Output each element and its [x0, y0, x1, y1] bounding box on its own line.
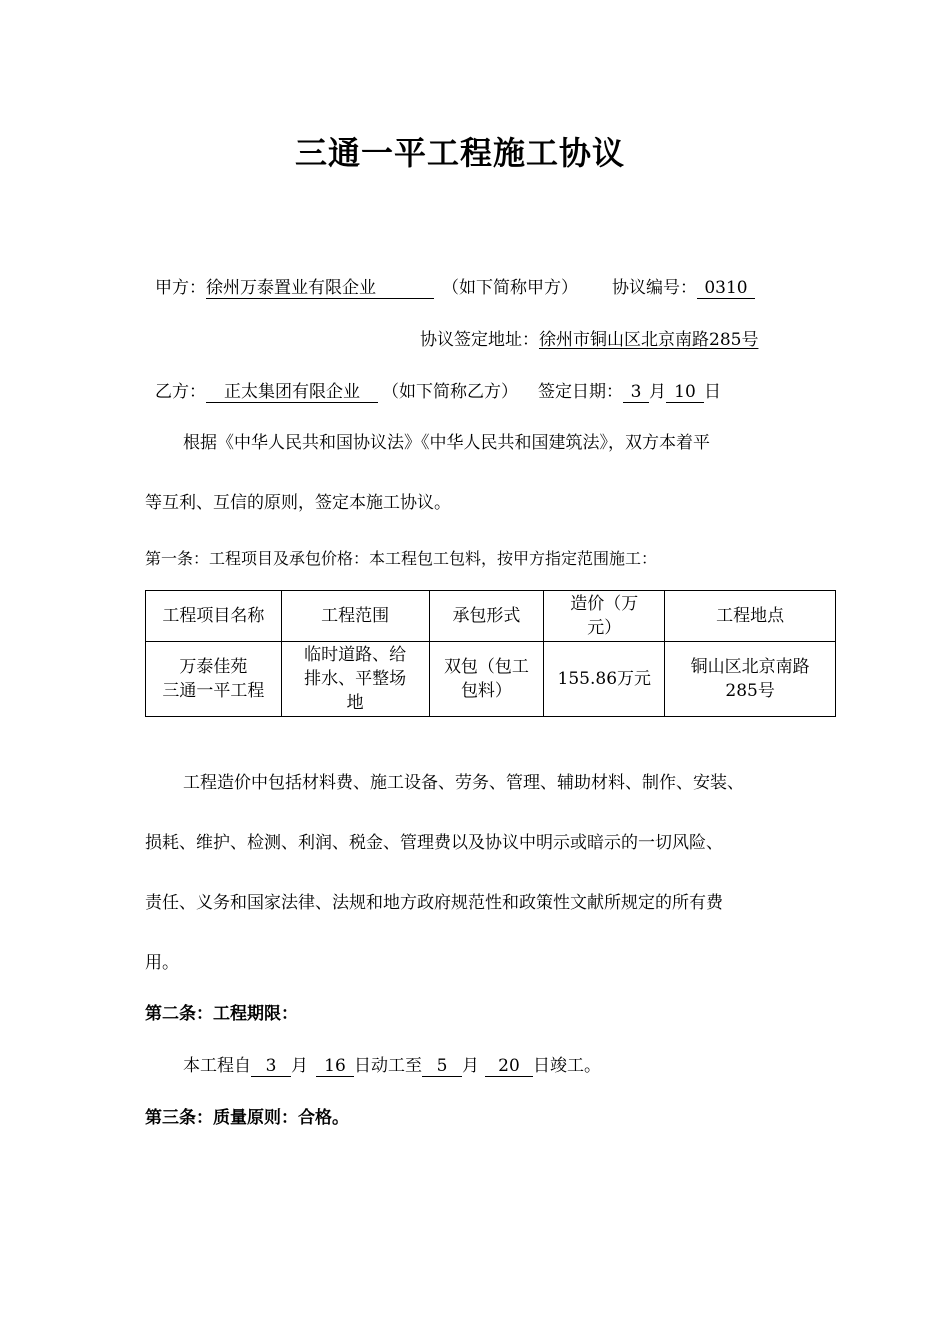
article-2-heading: 第二条：工程期限：	[145, 1004, 298, 1024]
article-3: 第三条：质量原则：合格。	[145, 1108, 349, 1128]
month-unit: 月	[649, 382, 666, 402]
cell-scope: 临时道路、给 排水、平整场 地	[281, 642, 429, 717]
intro-line-2: 等互利、互信的原则，签定本施工协议。	[145, 493, 451, 513]
header-cost: 造价（万 元）	[544, 591, 665, 642]
start-month-unit: 月	[291, 1056, 308, 1076]
signing-address-label: 协议签定地址：	[420, 330, 539, 350]
cost-line-2: 损耗、维护、检测、利润、税金、管理费以及协议中明示或暗示的一切风险、	[145, 833, 723, 853]
end-month-unit: 月	[462, 1056, 479, 1076]
header-location: 工程地点	[665, 591, 836, 642]
header-project-name: 工程项目名称	[146, 591, 282, 642]
page-title: 三通一平工程施工协议	[294, 134, 625, 172]
cell-project-name: 万泰佳苑 三通一平工程	[146, 642, 282, 717]
table-header-row	[146, 591, 836, 642]
signing-day: 10	[666, 382, 704, 403]
start-month: 3	[251, 1056, 291, 1077]
table-row	[146, 642, 836, 717]
party-a-suffix: （如下简称甲方）	[442, 278, 578, 298]
project-table	[145, 590, 836, 717]
cell-cost: 155.86万元	[544, 642, 665, 717]
signing-address-line	[420, 328, 758, 352]
party-a-label: 甲方：	[155, 278, 206, 298]
header-contract-type: 承包形式	[429, 591, 544, 642]
party-a-line	[155, 276, 755, 300]
contract-number-label: 协议编号：	[612, 278, 697, 298]
end-month: 5	[422, 1056, 462, 1077]
article-2-period	[183, 1054, 601, 1078]
party-a-name: 徐州万泰置业有限企业	[206, 278, 434, 299]
party-b-suffix: （如下简称乙方）	[382, 382, 518, 402]
start-suffix: 日动工至	[354, 1056, 422, 1076]
cell-location: 铜山区北京南路 285号	[665, 642, 836, 717]
signing-address: 徐州市铜山区北京南路285号	[539, 330, 759, 350]
party-b-line	[155, 380, 721, 404]
intro-line-1: 根据《中华人民共和国协议法》《中华人民共和国建筑法》，双方本着平	[183, 433, 710, 453]
contract-number: 0310	[697, 278, 755, 299]
end-suffix: 日竣工。	[533, 1056, 601, 1076]
party-b-label: 乙方：	[155, 382, 206, 402]
end-day: 20	[485, 1056, 533, 1077]
cost-line-1: 工程造价中包括材料费、施工设备、劳务、管理、辅助材料、制作、安装、	[183, 773, 744, 793]
party-b-name: 正太集团有限企业	[206, 382, 378, 403]
start-day: 16	[316, 1056, 354, 1077]
cost-line-4: 用。	[145, 953, 179, 973]
cost-line-3: 责任、义务和国家法律、法规和地方政府规范性和政策性文献所规定的所有费	[145, 893, 723, 913]
signing-month: 3	[623, 382, 649, 403]
cell-contract-type: 双包（包工 包料）	[429, 642, 544, 717]
day-unit: 日	[704, 382, 721, 402]
period-prefix: 本工程自	[183, 1056, 251, 1076]
signing-date-label: 签定日期：	[538, 382, 623, 402]
header-scope: 工程范围	[281, 591, 429, 642]
article-1: 第一条：工程项目及承包价格：本工程包工包料，按甲方指定范围施工：	[145, 549, 658, 568]
